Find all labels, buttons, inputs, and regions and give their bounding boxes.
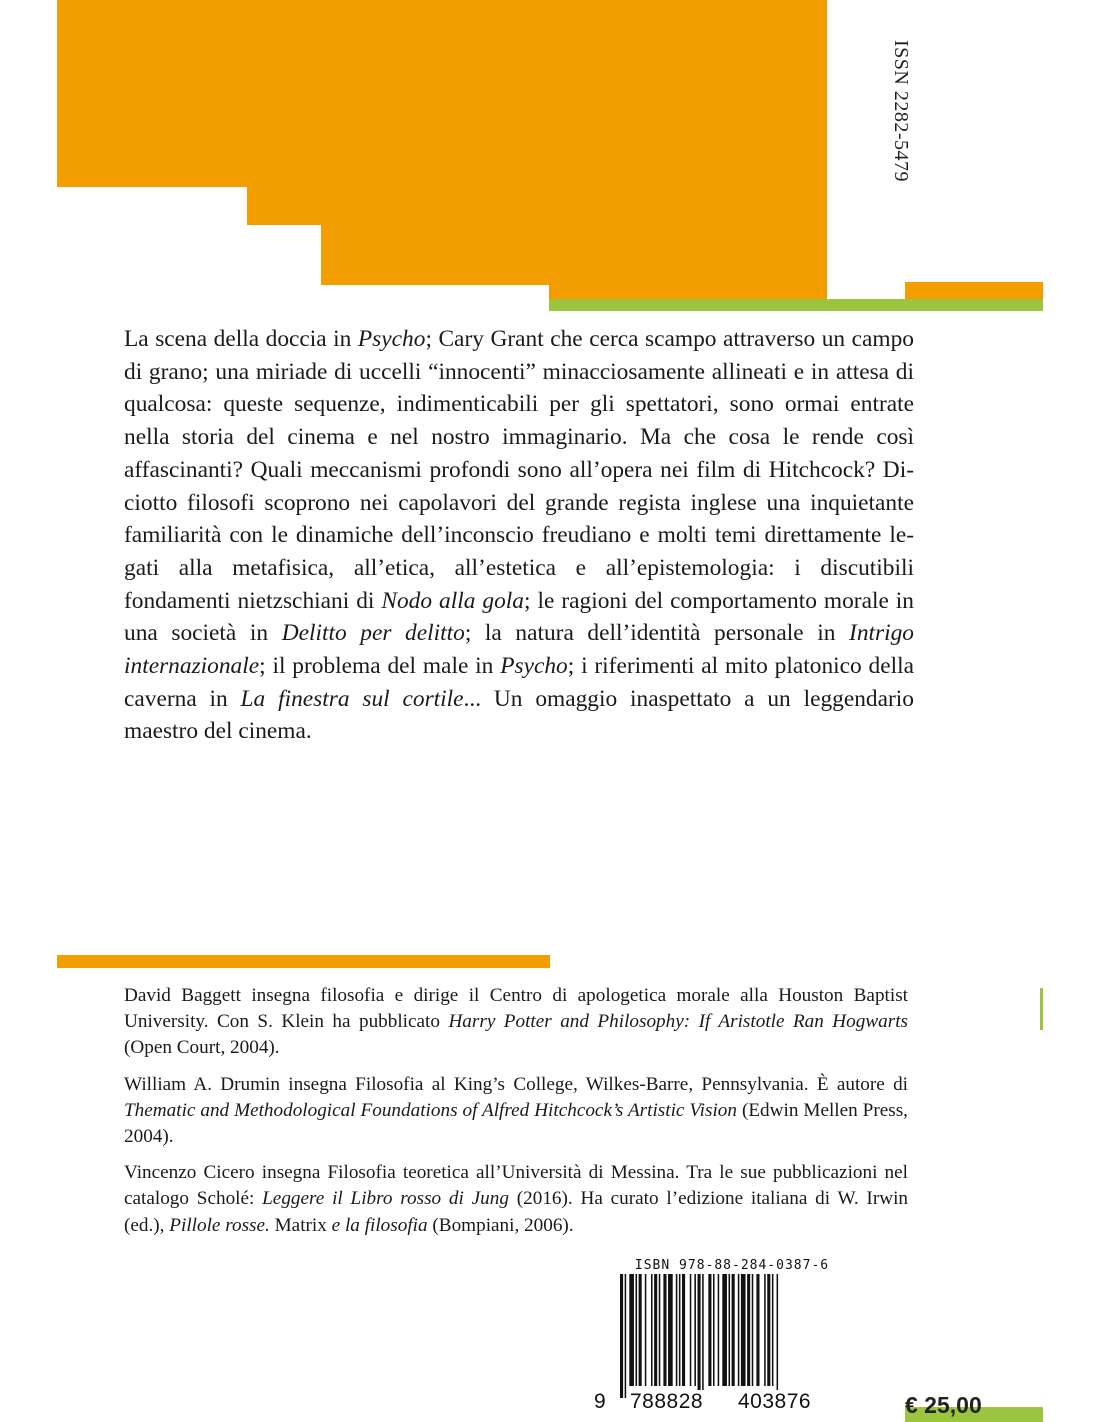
text-run: ; il problema del male in [259,653,501,680]
text-run: insegna Filosofia teoretica all’Università di Messina. Tra le sue pubblicazioni nel catalogo Scholé: [124,1162,908,1210]
text-run: Matrix [274,1214,332,1236]
orange-rule-middle [57,955,550,968]
barcode-bar [764,1274,766,1386]
italic-title: La finestra sul cortile [240,685,464,712]
barcode-bar [698,1274,701,1398]
bio-william-drumin [124,1072,908,1151]
isbn-barcode-label: ISBN 978-88-284-0387-6 [634,1258,830,1273]
barcode-bar [718,1274,720,1386]
text-run: ; le ragioni del comportamento morale in una società in [124,587,915,647]
barcode-bar [713,1274,715,1386]
barcode-bar [722,1274,727,1386]
barcode-bar [708,1274,711,1386]
issn-label: ISSN 2282-5479 [890,40,912,183]
barcode-bar [620,1274,623,1398]
text-run: insegna filosofia e dirige il Centro di apologetica morale alla Houston Baptist University. Con S. Klein ha pubblicato [124,985,909,1033]
barcode-bar [767,1274,770,1386]
barcode-bar [654,1274,657,1386]
italic-title: Harry Potter and Philosophy: If Aristotle Ran Hogwarts [448,1011,909,1033]
text-run: La scena della doccia in [124,326,358,352]
barcode-bar [690,1274,692,1386]
italic-title: Intrigo internazionale [124,620,915,680]
text-run: (Bompiani, 2006). [427,1214,574,1236]
ean-digits [592,1390,846,1414]
barcode-bar [738,1274,740,1386]
barcode-bar [747,1274,750,1386]
italic-title: Leggere il Libro rosso di Jung [262,1188,509,1210]
italic-title: e la filosofia [331,1214,428,1236]
barcode-bar [702,1274,704,1398]
text-run: ; la natura dell’identità personale in [464,620,850,647]
barcode-bar [651,1274,653,1386]
barcode-bar [639,1274,642,1386]
barcode-bar [694,1274,696,1386]
green-tick-right [1040,988,1043,1030]
ean-digits-left: 788828 [630,1390,704,1413]
orange-block-step-2 [321,225,827,285]
ean-digit-lead: 9 [594,1390,607,1413]
barcode-bar [645,1274,647,1386]
synopsis-text [124,323,914,748]
text-run: (Edwin Mellen Press, 2004). [124,1099,908,1148]
text-run: ... Un omaggio inaspettato a un leggendario maestro del cinema. [124,685,914,745]
barcode-bar [663,1274,666,1386]
price-label: € 25,00 [905,1392,982,1418]
orange-block-top [57,0,827,187]
green-rule-top [549,299,1043,311]
author-bios [124,983,908,1249]
bio-david-baggett [124,983,908,1062]
bio-vincenzo-cicero [124,1160,908,1239]
barcode-bar [679,1274,681,1386]
barcode-bar [636,1274,638,1386]
barcode-bar [741,1274,746,1386]
barcode-bar [629,1274,634,1386]
orange-block-right [905,282,1043,299]
barcode-bar [729,1274,731,1386]
barcode-bar [772,1274,774,1386]
italic-title: Thematic and Methodological Foundations of Alfred Hitchcock’s Artistic Vision [124,1099,737,1121]
text-run: (2016). Ha curato l’edizione italiana di W. Irwin (ed.), [124,1188,908,1236]
italic-title: Pillole rosse. [169,1214,275,1236]
barcode-bar [732,1274,735,1386]
barcode-bar [752,1274,754,1386]
italic-title: Psycho [357,326,426,352]
ean-digits-right: 403876 [738,1390,812,1413]
barcode-bar [682,1274,685,1386]
barcode-bar [668,1274,673,1386]
barcode-icon [620,1274,844,1398]
author-name: William A. Drumin [124,1073,280,1095]
text-run: ; Cary Grant che cerca scampo attraverso un campo di grano; una miriade di uccelli “innocenti” minacciosamente allineati e in attesa di qualcosa: queste sequenze, indimenticabili per gli spettatori, sono ormai entrate nella storia del cinema e nel nostro immaginario. Ma che cosa le rende così affascinanti? Quali meccanismi profondi sono all’opera nei film di Hitchcock? Diciotto filosofi scoprono nei capolavori del grande regista inglese una inquietante familiarità con le dinamiche dell’inconscio freudiano e molti temi direttamente legati alla metafisica, all’etica, all’estetica e all’epistemologia: i discutibili fondamenti nietzschiani di [124,326,914,614]
text-run: (Open Court, 2004). [124,1037,280,1059]
barcode-bar [625,1274,627,1398]
italic-title: Delitto per delitto [281,620,465,647]
text-run: insegna Filosofia al King’s College, Wilkes-Barre, Pennsylvania. È autore di [279,1073,909,1095]
barcode-bar [777,1274,779,1398]
author-name: David Baggett [124,985,241,1006]
barcode-bar [676,1274,678,1386]
orange-block-step-3 [549,285,827,299]
author-name: Vincenzo Cicero [124,1162,255,1184]
barcode-bar [659,1274,661,1386]
barcode-bar [756,1274,759,1386]
orange-block-step-1 [247,187,827,225]
text-run: ; i riferimenti al mito platonico della caverna in [124,653,914,712]
italic-title: Psycho [500,653,568,680]
italic-title: Nodo alla gola [381,587,524,614]
